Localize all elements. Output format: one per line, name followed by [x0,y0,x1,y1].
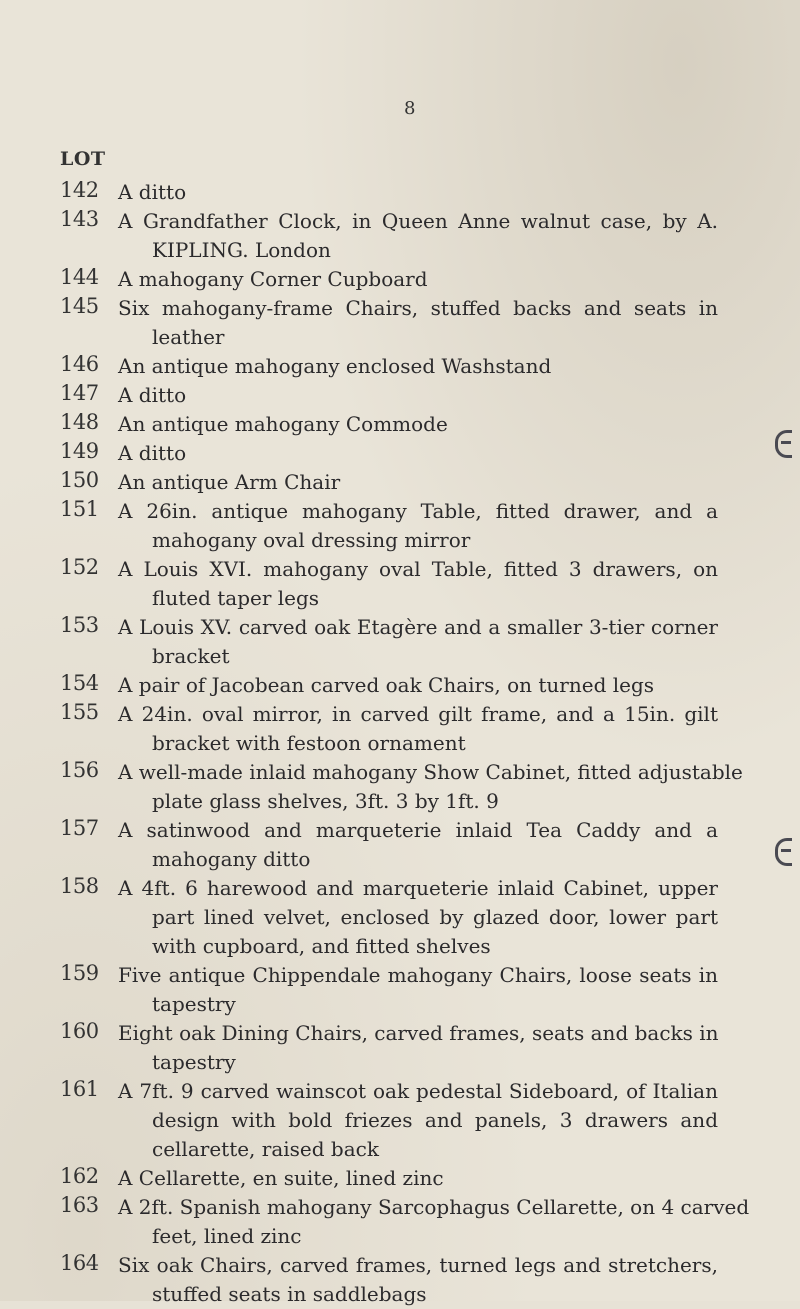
lot-number: 156 [60,758,99,782]
lot-number: 149 [60,439,99,463]
lot-description [118,816,718,874]
lot-number: 147 [60,381,99,405]
lot-description [118,439,718,468]
lot-description-line: tapestry [152,992,236,1016]
lot-description [118,381,718,410]
lot-description-line: An antique mahogany enclosed Washstand [118,354,552,378]
lot-description-line: A Louis XV. carved oak Etagère and a smaller 3-tier corner [118,615,718,639]
lot-number: 154 [60,671,99,695]
lot-number: 152 [60,555,99,579]
lot-description [118,352,718,381]
lot-description-line: Eight oak Dining Chairs, carved frames, seats and backs in [118,1021,719,1045]
lot-description-line: An antique Arm Chair [118,470,341,494]
lot-description-line: A pair of Jacobean carved oak Chairs, on turned legs [118,673,655,697]
lot-description-line: A 2ft. Spanish mahogany Sarcophagus Cellarette, on 4 carved [118,1195,750,1219]
lot-description-line: A ditto [118,383,187,407]
lot-number: 145 [60,294,99,318]
lot-description-line: feet, lined zinc [152,1224,302,1248]
lot-description [118,294,718,352]
lot-description-line: An antique mahogany Commode [118,412,448,436]
lot-description-line: plate glass shelves, 3ft. 3 by 1ft. 9 [152,789,499,813]
lot-description [118,1251,718,1309]
lot-description [118,207,718,265]
lot-description-line: A well-made inlaid mahogany Show Cabinet, fitted adjustable [118,760,743,784]
lot-description-line: stuffed seats in saddlebags [152,1282,427,1306]
lot-description-line: KIPLING. London [152,238,331,262]
lot-description-line: fluted taper legs [152,586,320,610]
lot-description [118,671,718,700]
lot-description [118,874,718,961]
lot-number: 143 [60,207,99,231]
lot-description-line: A mahogany Corner Cupboard [118,267,428,291]
lot-description [118,613,718,671]
lot-number: 164 [60,1251,99,1275]
lot-number: 155 [60,700,99,724]
lot-number: 159 [60,961,99,985]
lot-description [118,1019,718,1077]
lot-description [118,410,718,439]
lot-description [118,178,718,207]
lot-description-line: A 26in. antique mahogany Table, fitted drawer, and a [118,499,718,523]
lot-description-line: mahogany oval dressing mirror [152,528,471,552]
lot-number: 160 [60,1019,99,1043]
page-number: 8 [404,98,416,119]
lot-description [118,555,718,613]
lot-description [118,1077,718,1164]
lot-description-line: Five antique Chippendale mahogany Chairs, loose seats in [118,963,718,987]
lot-description-line: bracket with festoon ornament [152,731,466,755]
lot-number: 162 [60,1164,99,1188]
lot-description-line: A Grandfather Clock, in Queen Anne walnut case, by A. [118,209,718,233]
margin-bracket-mark [775,838,792,866]
lot-number: 150 [60,468,99,492]
lot-description [118,265,718,294]
lot-description [118,1193,750,1251]
margin-bracket-mark [775,430,792,458]
lot-description-line: leather [152,325,225,349]
lot-number: 163 [60,1193,99,1217]
lot-description-line: design with bold friezes and panels, 3 drawers and [152,1108,718,1132]
lot-number: 142 [60,178,99,202]
lot-description-line: A Cellarette, en suite, lined zinc [118,1166,444,1190]
lot-number: 151 [60,497,99,521]
lot-description-line: Six mahogany-frame Chairs, stuffed backs and seats in [118,296,718,320]
lot-description [118,700,718,758]
lot-description-line: cellarette, raised back [152,1137,379,1161]
lot-description-line: A ditto [118,441,187,465]
lot-description-line: A 7ft. 9 carved wainscot oak pedestal Sideboard, of Italian [118,1079,718,1103]
lot-description-line: A Louis XVI. mahogany oval Table, fitted 3 drawers, on [118,557,718,581]
lot-number: 157 [60,816,99,840]
lot-description-line: part lined velvet, enclosed by glazed door, lower part [152,905,718,929]
lot-description-line: with cupboard, and fitted shelves [152,934,491,958]
lot-description-line: A satinwood and marqueterie inlaid Tea Caddy and a [118,818,718,842]
lot-number: 158 [60,874,99,898]
lot-number: 153 [60,613,99,637]
lot-number: 148 [60,410,99,434]
lot-description-line: Six oak Chairs, carved frames, turned legs and stretchers, [118,1253,718,1277]
lot-description-line: mahogany ditto [152,847,311,871]
lot-description [118,497,718,555]
lot-description [118,961,718,1019]
lot-number: 146 [60,352,99,376]
lot-number: 161 [60,1077,99,1101]
lot-description-line: A ditto [118,180,187,204]
lot-description-line: bracket [152,644,230,668]
lot-description [118,468,718,497]
lot-description-line: A 4ft. 6 harewood and marqueterie inlaid Cabinet, upper [118,876,718,900]
lot-number: 144 [60,265,99,289]
lot-column-header: LOT [60,148,106,170]
lot-description [118,758,743,816]
lot-description [118,1164,718,1193]
lot-description-line: tapestry [152,1050,236,1074]
lot-description-line: A 24in. oval mirror, in carved gilt frame, and a 15in. gilt [118,702,718,726]
